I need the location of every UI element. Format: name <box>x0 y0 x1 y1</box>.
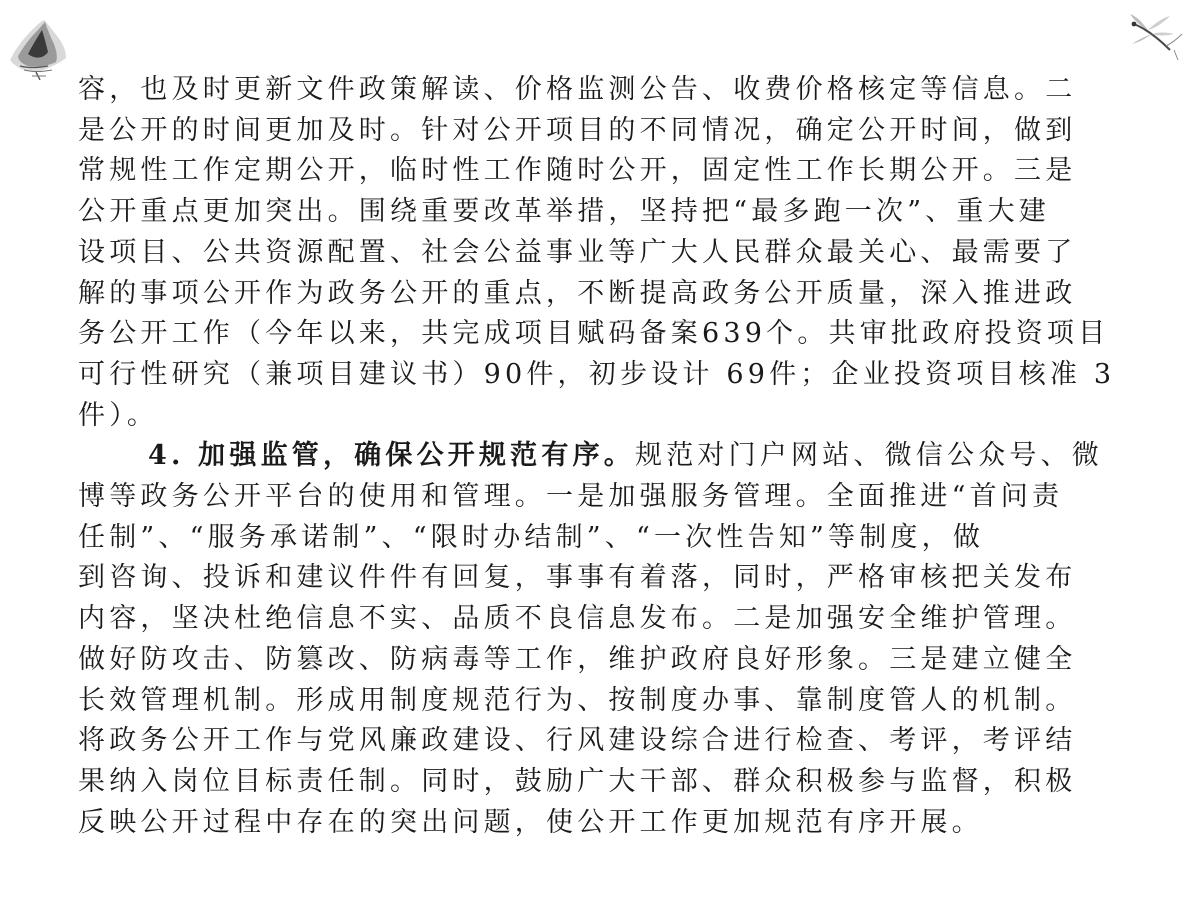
paragraph-line: 果纳入岗位目标责任制。同时，鼓励广大干部、群众积极参与监督，积极 <box>78 765 1077 797</box>
section-4-heading: 4. 加强监管，确保公开规范有序。 <box>148 440 635 472</box>
paragraph-line: 博等政务公开平台的使用和管理。一是加强服务管理。全面推进“首问责 <box>78 481 1064 513</box>
paragraph-line: 常规性工作定期公开，临时性工作随时公开，固定性工作长期公开。三是 <box>78 155 1077 187</box>
paragraph-line: 可行性研究（兼项目建议书）90件，初步设计 69件；企业投资项目核准 3 <box>78 358 1116 390</box>
paragraph-line: 做好防攻击、防篡改、防病毒等工作，维护政府良好形象。三是建立健全 <box>78 643 1077 675</box>
paragraph-line: 到咨询、投诉和建议件件有回复，事事有着落，同时，严格审核把关发布 <box>78 562 1077 594</box>
paragraph-line: 长效管理机制。形成用制度规范行为、按制度办事、靠制度管人的机制。 <box>78 684 1077 716</box>
paragraph-line: 任制”、“服务承诺制”、“限时办结制”、“一次性告知”等制度，做 <box>78 521 985 553</box>
paragraph-line: 公开重点更加突出。围绕重要改革举措，坚持把“最多跑一次”、重大建 <box>78 196 1051 228</box>
paragraph-line: 是公开的时间更加及时。针对公开项目的不同情况，确定公开时间，做到 <box>78 114 1077 146</box>
paragraph-line: 反映公开过程中存在的突出问题，使公开工作更加规范有序开展。 <box>78 806 983 838</box>
paragraph-line: 内容，坚决杜绝信息不实、品质不良信息发布。二是加强安全维护管理。 <box>78 603 1077 635</box>
paragraph-line: 解的事项公开作为政务公开的重点，不断提高政务公开质量，深入推进政 <box>78 277 1077 309</box>
section-4-first-line-text: 规范对门户网站、微信公众号、微 <box>635 440 1103 472</box>
section-4-first-line <box>78 436 1130 477</box>
paragraph-line: 务公开工作（今年以来，共完成项目赋码备案639个。共审批政府投资项目 <box>78 318 1110 350</box>
dragonfly-icon <box>1126 10 1186 62</box>
paragraph-line: 设项目、公共资源配置、社会公益事业等广大人民群众最关心、最需要了 <box>78 236 1077 268</box>
paragraph-line: 将政务公开工作与党风廉政建设、行风建设综合进行检查、考评，考评结 <box>78 725 1077 757</box>
document-body <box>78 70 1130 843</box>
ink-mountain-icon <box>6 14 70 80</box>
paragraph-line: 件）。 <box>78 399 159 431</box>
paragraph-line: 容，也及时更新文件政策解读、价格监测公告、收费价格核定等信息。二 <box>78 74 1077 105</box>
